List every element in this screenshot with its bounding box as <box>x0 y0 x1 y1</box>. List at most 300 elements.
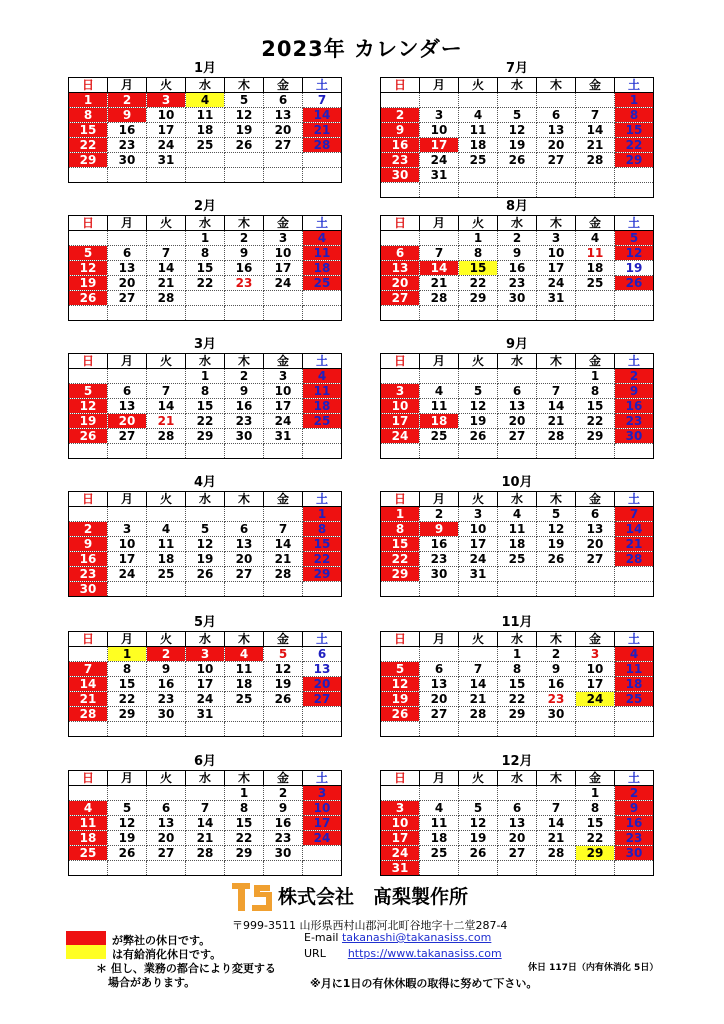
day-cell: 22 <box>576 831 615 846</box>
week-row <box>381 429 654 444</box>
url-label: URL <box>304 947 348 960</box>
day-cell: 17 <box>381 414 420 429</box>
month-title: 7月 <box>505 61 529 76</box>
weekday-label: 土 <box>303 216 342 231</box>
day-cell: 6 <box>108 246 147 261</box>
day-cell: 23 <box>225 414 264 429</box>
weekday-header <box>381 216 654 231</box>
day-cell: 8 <box>225 801 264 816</box>
weekday-label: 木 <box>537 771 576 786</box>
weekday-label: 水 <box>498 78 537 93</box>
day-cell: 27 <box>498 846 537 861</box>
day-cell: 22 <box>576 414 615 429</box>
day-cell: 11 <box>225 662 264 677</box>
day-cell: 8 <box>459 246 498 261</box>
day-cell <box>303 153 342 168</box>
day-cell <box>420 231 459 246</box>
day-cell: 21 <box>186 831 225 846</box>
day-cell: 8 <box>303 522 342 537</box>
week-row <box>69 522 342 537</box>
week-row <box>69 384 342 399</box>
day-cell <box>381 582 420 597</box>
day-cell <box>537 168 576 183</box>
weekday-label: 土 <box>303 771 342 786</box>
day-cell: 25 <box>147 567 186 582</box>
day-cell: 26 <box>459 429 498 444</box>
day-cell: 17 <box>264 399 303 414</box>
weekday-label: 木 <box>537 354 576 369</box>
month-title: 6月 <box>193 754 217 769</box>
day-cell: 24 <box>459 552 498 567</box>
day-cell: 18 <box>225 677 264 692</box>
day-cell: 8 <box>615 108 654 123</box>
day-cell: 5 <box>381 662 420 677</box>
day-cell: 19 <box>498 138 537 153</box>
day-cell: 31 <box>147 153 186 168</box>
day-cell: 15 <box>615 123 654 138</box>
day-cell: 10 <box>459 522 498 537</box>
day-cell <box>498 183 537 198</box>
weekday-label: 日 <box>381 216 420 231</box>
day-cell: 20 <box>147 831 186 846</box>
day-cell: 4 <box>147 522 186 537</box>
day-cell <box>303 846 342 861</box>
day-cell: 23 <box>498 276 537 291</box>
day-cell <box>264 153 303 168</box>
day-cell: 7 <box>186 801 225 816</box>
day-cell <box>459 183 498 198</box>
day-cell <box>537 93 576 108</box>
day-cell: 16 <box>420 537 459 552</box>
company-logo-icon <box>232 883 272 911</box>
day-cell: 14 <box>264 537 303 552</box>
day-cell: 11 <box>615 662 654 677</box>
day-cell: 22 <box>69 138 108 153</box>
day-cell: 22 <box>225 831 264 846</box>
day-cell <box>459 786 498 801</box>
day-cell <box>303 861 342 876</box>
weekday-label: 水 <box>186 216 225 231</box>
day-cell: 30 <box>615 429 654 444</box>
day-cell: 20 <box>264 123 303 138</box>
day-cell <box>147 507 186 522</box>
week-row <box>69 846 342 861</box>
day-cell: 17 <box>537 261 576 276</box>
day-cell: 18 <box>303 261 342 276</box>
day-cell: 2 <box>264 786 303 801</box>
week-row <box>381 816 654 831</box>
month-title: 10月 <box>501 475 533 490</box>
week-row <box>69 414 342 429</box>
week-row <box>381 168 654 183</box>
day-cell: 6 <box>576 507 615 522</box>
day-cell: 9 <box>381 123 420 138</box>
week-row <box>381 677 654 692</box>
day-cell: 16 <box>615 816 654 831</box>
weekday-label: 土 <box>615 632 654 647</box>
weekday-label: 日 <box>69 771 108 786</box>
website-link[interactable]: https://www.takanasiss.com <box>347 947 502 960</box>
day-cell: 11 <box>147 537 186 552</box>
weekday-label: 木 <box>225 78 264 93</box>
day-cell: 30 <box>420 567 459 582</box>
day-cell <box>225 861 264 876</box>
weekday-label: 木 <box>225 632 264 647</box>
day-cell: 30 <box>498 291 537 306</box>
day-cell <box>459 168 498 183</box>
weekday-label: 木 <box>225 492 264 507</box>
day-cell <box>147 306 186 321</box>
day-cell <box>459 369 498 384</box>
day-cell <box>186 168 225 183</box>
day-cell: 14 <box>186 816 225 831</box>
day-cell: 24 <box>186 692 225 707</box>
day-cell <box>69 444 108 459</box>
day-cell: 10 <box>381 399 420 414</box>
day-cell: 21 <box>147 276 186 291</box>
day-cell: 11 <box>303 384 342 399</box>
day-cell: 12 <box>498 123 537 138</box>
day-cell <box>615 291 654 306</box>
week-row <box>381 786 654 801</box>
day-cell <box>537 444 576 459</box>
day-cell: 13 <box>498 399 537 414</box>
week-row <box>381 707 654 722</box>
day-cell: 12 <box>69 261 108 276</box>
week-row <box>381 522 654 537</box>
day-cell: 14 <box>537 816 576 831</box>
day-cell: 30 <box>537 707 576 722</box>
weekday-label: 日 <box>69 632 108 647</box>
day-cell <box>147 369 186 384</box>
week-row <box>69 801 342 816</box>
week-row <box>381 291 654 306</box>
day-cell: 2 <box>537 647 576 662</box>
weekday-label: 金 <box>264 492 303 507</box>
weekday-label: 土 <box>615 771 654 786</box>
day-cell <box>498 168 537 183</box>
day-cell: 25 <box>303 414 342 429</box>
day-cell <box>537 567 576 582</box>
day-cell <box>459 647 498 662</box>
day-cell: 31 <box>381 861 420 876</box>
day-cell: 5 <box>264 647 303 662</box>
day-cell: 27 <box>420 707 459 722</box>
weekday-label: 土 <box>303 354 342 369</box>
day-cell: 23 <box>615 414 654 429</box>
day-cell: 16 <box>225 261 264 276</box>
weekday-label: 木 <box>537 632 576 647</box>
month-title: 4月 <box>193 475 217 490</box>
day-cell: 4 <box>420 384 459 399</box>
day-cell <box>576 567 615 582</box>
weekday-label: 月 <box>420 771 459 786</box>
week-row <box>381 108 654 123</box>
email-link[interactable]: takanashi@takanasiss.com <box>341 931 492 944</box>
day-cell: 27 <box>537 153 576 168</box>
day-cell <box>108 507 147 522</box>
email-label: E-mail <box>304 931 342 944</box>
day-cell: 19 <box>186 552 225 567</box>
page-title: 2023年 カレンダー <box>261 37 463 61</box>
day-cell: 8 <box>576 801 615 816</box>
week-row <box>69 707 342 722</box>
day-cell: 8 <box>108 662 147 677</box>
day-cell: 29 <box>225 846 264 861</box>
day-cell: 1 <box>615 93 654 108</box>
day-cell <box>537 722 576 737</box>
weekday-label: 月 <box>108 78 147 93</box>
day-cell: 24 <box>537 276 576 291</box>
weekday-label: 火 <box>459 78 498 93</box>
day-cell <box>498 369 537 384</box>
week-row <box>69 138 342 153</box>
day-cell <box>108 722 147 737</box>
day-cell: 12 <box>381 677 420 692</box>
day-cell: 9 <box>615 801 654 816</box>
bottom-note: ※月に1日の有休休暇の取得に努めて下さい。 <box>310 977 538 990</box>
day-cell <box>69 306 108 321</box>
day-cell: 23 <box>420 552 459 567</box>
day-cell <box>303 306 342 321</box>
day-cell: 22 <box>186 414 225 429</box>
day-cell: 6 <box>303 647 342 662</box>
day-cell: 28 <box>186 846 225 861</box>
day-cell: 14 <box>537 399 576 414</box>
day-cell <box>303 168 342 183</box>
day-cell: 4 <box>186 93 225 108</box>
day-cell: 15 <box>186 399 225 414</box>
day-cell: 13 <box>225 537 264 552</box>
day-cell: 5 <box>537 507 576 522</box>
week-row <box>69 722 342 737</box>
day-cell: 13 <box>147 816 186 831</box>
month-table <box>380 77 654 198</box>
day-cell <box>225 291 264 306</box>
week-row <box>69 537 342 552</box>
weekday-label: 火 <box>147 78 186 93</box>
day-cell <box>459 582 498 597</box>
day-cell: 26 <box>108 846 147 861</box>
day-cell <box>498 306 537 321</box>
day-cell: 30 <box>615 846 654 861</box>
weekday-label: 月 <box>108 354 147 369</box>
day-cell: 12 <box>459 816 498 831</box>
week-row <box>381 384 654 399</box>
month-title: 2月 <box>193 199 217 214</box>
day-cell: 9 <box>147 662 186 677</box>
weekday-label: 水 <box>186 354 225 369</box>
week-row <box>69 108 342 123</box>
day-cell <box>381 183 420 198</box>
day-cell <box>381 722 420 737</box>
week-row <box>69 692 342 707</box>
day-cell <box>576 861 615 876</box>
day-cell <box>537 582 576 597</box>
day-cell: 20 <box>498 831 537 846</box>
weekday-label: 火 <box>147 632 186 647</box>
weekday-label: 土 <box>303 632 342 647</box>
day-cell: 13 <box>108 261 147 276</box>
weekday-header <box>69 78 342 93</box>
week-row <box>381 246 654 261</box>
day-cell <box>264 444 303 459</box>
day-cell: 5 <box>615 231 654 246</box>
day-cell: 20 <box>108 276 147 291</box>
weekday-header <box>381 771 654 786</box>
day-cell: 12 <box>264 662 303 677</box>
day-cell <box>498 567 537 582</box>
weekday-label: 月 <box>108 492 147 507</box>
day-cell: 22 <box>186 276 225 291</box>
day-cell: 28 <box>576 153 615 168</box>
day-cell <box>420 93 459 108</box>
day-cell: 21 <box>615 537 654 552</box>
day-cell: 18 <box>303 399 342 414</box>
day-cell <box>381 647 420 662</box>
day-cell <box>69 647 108 662</box>
day-cell <box>615 168 654 183</box>
weekday-label: 火 <box>147 216 186 231</box>
day-cell: 10 <box>303 801 342 816</box>
day-cell <box>303 429 342 444</box>
day-cell <box>576 444 615 459</box>
week-row <box>69 261 342 276</box>
week-row <box>381 846 654 861</box>
day-cell: 19 <box>225 123 264 138</box>
day-cell: 6 <box>420 662 459 677</box>
month-table <box>68 215 342 321</box>
day-cell <box>108 444 147 459</box>
day-cell: 11 <box>420 816 459 831</box>
week-row <box>69 662 342 677</box>
weekday-label: 金 <box>264 354 303 369</box>
day-cell <box>459 306 498 321</box>
day-cell: 24 <box>381 429 420 444</box>
day-cell: 19 <box>459 831 498 846</box>
day-cell <box>225 306 264 321</box>
day-cell: 26 <box>615 276 654 291</box>
weekday-header <box>381 492 654 507</box>
week-row <box>381 306 654 321</box>
day-cell: 4 <box>498 507 537 522</box>
day-cell: 26 <box>498 153 537 168</box>
day-cell: 1 <box>303 507 342 522</box>
day-cell: 27 <box>225 567 264 582</box>
week-row <box>381 722 654 737</box>
day-cell <box>147 582 186 597</box>
day-cell: 9 <box>420 522 459 537</box>
month-table <box>380 215 654 321</box>
day-cell <box>420 786 459 801</box>
day-cell: 13 <box>537 123 576 138</box>
day-cell <box>537 369 576 384</box>
day-cell <box>303 707 342 722</box>
day-cell: 28 <box>459 707 498 722</box>
day-cell: 1 <box>576 786 615 801</box>
weekday-label: 日 <box>381 78 420 93</box>
week-row <box>381 123 654 138</box>
day-cell: 2 <box>69 522 108 537</box>
day-cell: 4 <box>615 647 654 662</box>
day-cell: 29 <box>576 846 615 861</box>
day-cell: 10 <box>264 384 303 399</box>
day-cell: 14 <box>69 677 108 692</box>
week-row <box>69 831 342 846</box>
company-address: 〒999-3511 山形県西村山郡河北町谷地字十二堂287-4 <box>232 919 508 932</box>
day-cell: 24 <box>147 138 186 153</box>
day-cell: 6 <box>381 246 420 261</box>
month-table <box>68 770 342 876</box>
day-cell: 2 <box>225 369 264 384</box>
day-cell <box>147 786 186 801</box>
day-cell: 16 <box>498 261 537 276</box>
day-cell: 10 <box>108 537 147 552</box>
day-cell <box>186 306 225 321</box>
weekday-label: 木 <box>225 771 264 786</box>
day-cell <box>303 722 342 737</box>
day-cell: 29 <box>108 707 147 722</box>
weekday-label: 水 <box>498 354 537 369</box>
day-cell: 15 <box>576 816 615 831</box>
day-cell: 21 <box>459 692 498 707</box>
day-cell <box>576 722 615 737</box>
weekday-label: 日 <box>381 771 420 786</box>
week-row <box>381 414 654 429</box>
month-calendar <box>380 60 654 198</box>
day-cell: 4 <box>459 108 498 123</box>
day-cell: 23 <box>615 831 654 846</box>
day-cell: 7 <box>147 246 186 261</box>
day-cell: 3 <box>186 647 225 662</box>
day-cell: 21 <box>147 414 186 429</box>
month-calendar <box>380 753 654 876</box>
day-cell: 11 <box>186 108 225 123</box>
week-row <box>69 677 342 692</box>
day-cell: 3 <box>303 786 342 801</box>
month-table <box>380 353 654 459</box>
day-cell: 25 <box>420 429 459 444</box>
email-line <box>304 931 491 944</box>
month-title: 9月 <box>505 337 529 352</box>
day-cell: 3 <box>264 369 303 384</box>
day-cell: 8 <box>576 384 615 399</box>
weekday-header <box>69 492 342 507</box>
day-cell: 4 <box>69 801 108 816</box>
weekday-label: 月 <box>420 78 459 93</box>
weekday-label: 水 <box>186 632 225 647</box>
weekday-label: 月 <box>420 354 459 369</box>
weekday-label: 土 <box>615 492 654 507</box>
day-cell <box>420 369 459 384</box>
month-calendar <box>380 474 654 597</box>
day-cell <box>303 291 342 306</box>
month-table <box>380 770 654 876</box>
day-cell: 27 <box>381 291 420 306</box>
weekday-label: 土 <box>615 354 654 369</box>
month-calendar <box>68 474 342 597</box>
day-cell: 30 <box>225 429 264 444</box>
day-cell: 14 <box>576 123 615 138</box>
day-cell <box>381 369 420 384</box>
day-cell: 15 <box>303 537 342 552</box>
day-cell: 10 <box>264 246 303 261</box>
weekday-label: 日 <box>381 632 420 647</box>
day-cell: 25 <box>69 846 108 861</box>
weekday-header <box>381 632 654 647</box>
week-row <box>381 399 654 414</box>
day-cell <box>576 93 615 108</box>
